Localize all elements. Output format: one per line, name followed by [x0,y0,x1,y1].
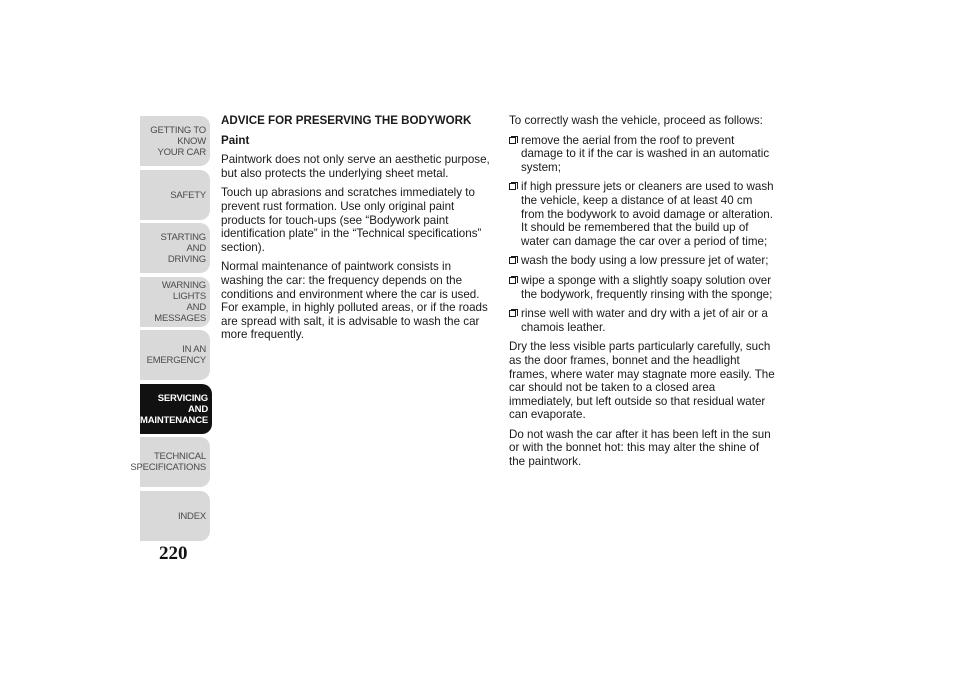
list-item [509,180,775,248]
tab-in-an-emergency[interactable]: IN AN EMERGENCY [140,330,210,380]
paragraph: Do not wash the car after it has been left in the sun or with the bonnet hot: this may alter the shine of the paintwork. [509,427,771,469]
list-item [509,307,775,334]
checkbox-bullet-icon [509,310,516,317]
tab-technical-specifications[interactable]: TECHNICAL SPECIFICATIONS [140,437,210,487]
tab-starting-and-driving[interactable]: STARTING AND DRIVING [140,223,210,273]
paragraph: Touch up abrasions and scratches immediately to prevent rust formation. Use only original paint products for touch-ups (see “Bodywork paint identification plate” in the “Technical specifications” section). [221,186,482,254]
list-item [509,274,775,301]
tab-index[interactable]: INDEX [140,491,210,541]
tab-warning-lights-and-messages[interactable]: WARNING LIGHTS AND MESSAGES [140,277,210,327]
checkbox-bullet-icon [509,277,516,284]
tab-getting-to-know-your-car[interactable]: GETTING TO KNOW YOUR CAR [140,116,210,166]
list-item-text: wipe a sponge with a slightly soapy solution over the bodywork, frequently rinsing with the sponge; [521,273,773,301]
list-item-text: rinse well with water and dry with a jet of air or a chamois leather. [521,307,768,334]
right-column [509,114,775,475]
list-item [509,254,775,268]
paragraph: Paintwork does not only serve an aesthetic purpose, but also protects the underlying sheet metal. [221,153,490,180]
checkbox-bullet-icon [509,137,516,144]
page-number: 220 [159,543,188,564]
washing-steps-list [509,134,775,335]
section-heading: ADVICE FOR PRESERVING THE BODYWORK [221,114,472,127]
washing-intro: To correctly wash the vehicle, proceed as follows: [509,114,763,127]
paragraph: Dry the less visible parts particularly carefully, such as the door frames, bonnet and the headlight frames, where water may stagnate more easily. The car should not be taken to a closed area immediately, but left outside so that residual water can evaporate. [509,340,775,422]
checkbox-bullet-icon [509,183,516,190]
paragraph: Normal maintenance of paintwork consists in washing the car: the frequency depends on the conditions and environment where the car is used. For example, in highly polluted areas, or if the roads are spread with salt, it is advisable to wash the car more frequently. [221,260,488,342]
left-column [221,114,493,348]
list-item-text: if high pressure jets or cleaners are used to wash the vehicle, keep a distance of at least 40 cm from the bodywork to avoid damage or alteration. It should be remembered that the build up of water can damage the car over a period of time; [521,180,774,248]
paint-subheading: Paint [221,133,250,147]
list-item [509,134,775,175]
list-item-text: remove the aerial from the roof to prevent damage to it if the car is washed in an automatic system; [521,133,770,174]
tab-safety[interactable]: SAFETY [140,170,210,220]
checkbox-bullet-icon [509,257,516,264]
tab-servicing-and-maintenance[interactable]: SERVICING AND MAINTENANCE [140,384,212,434]
list-item-text: wash the body using a low pressure jet of water; [521,254,769,268]
